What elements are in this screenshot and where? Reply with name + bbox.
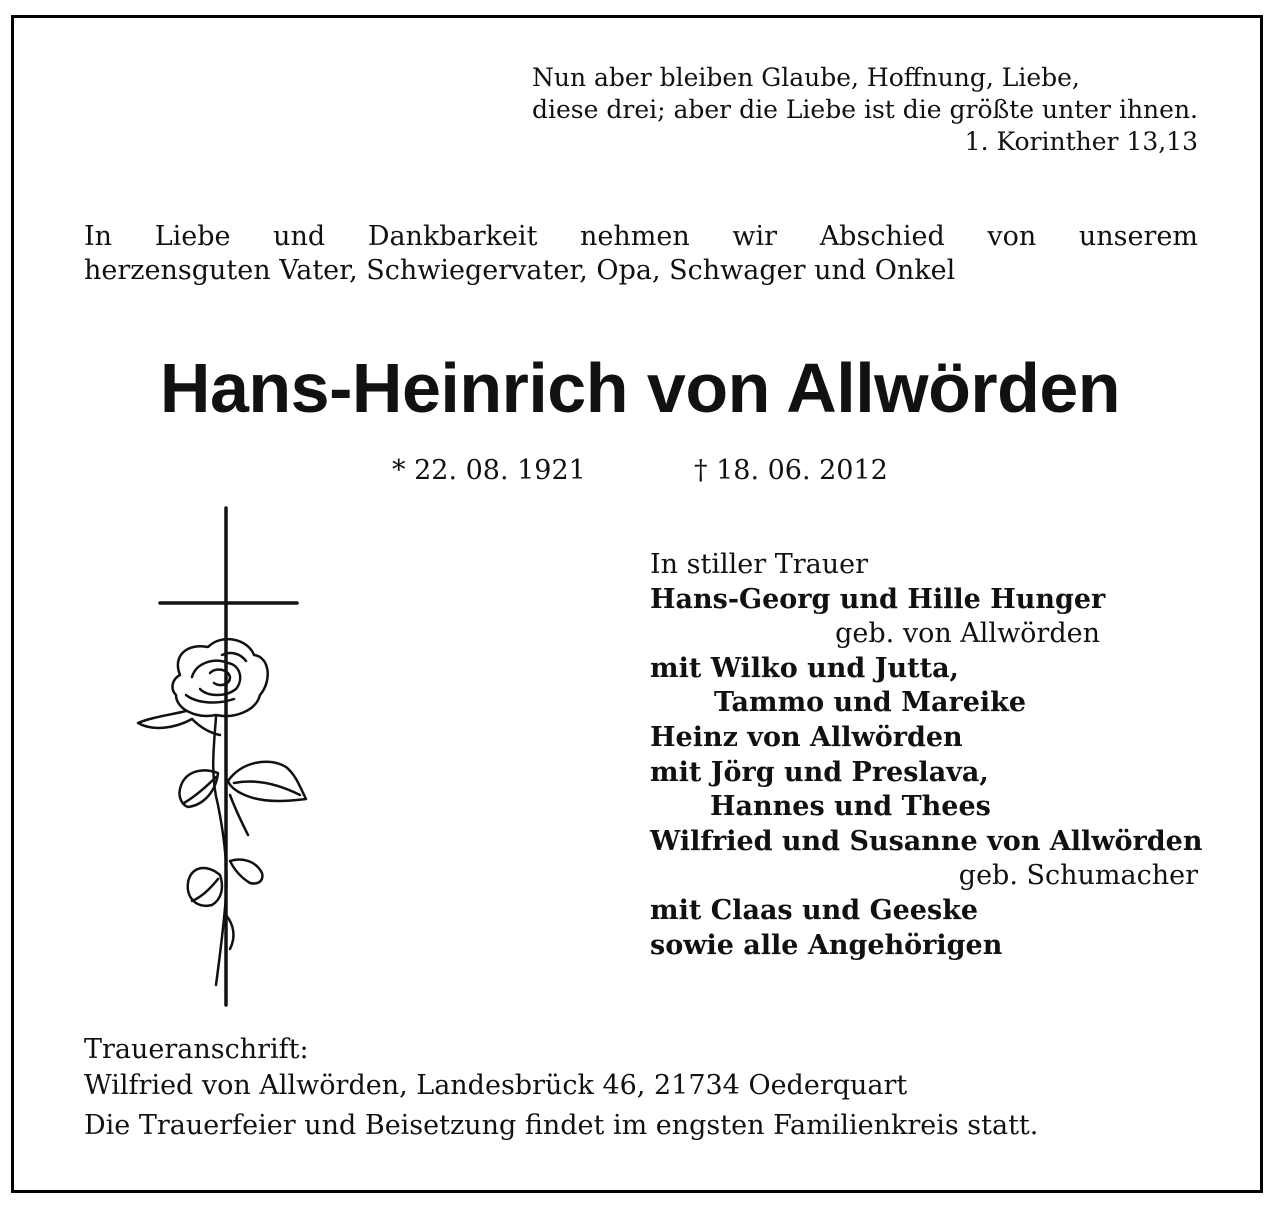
mourner-line: geb. von Allwörden [835,618,1100,650]
intro-word: Liebe [154,221,231,252]
intro-word: und [273,221,326,252]
verse-reference: 1. Korinther 13,13 [964,127,1198,156]
intro-line-1 [84,220,1198,254]
mourners-heading: In stiller Trauer [650,549,869,580]
bible-verse [532,62,1198,158]
intro-word: Dankbarkeit [367,221,538,252]
mourner-line: Hannes und Thees [710,791,991,823]
intro-word: von [987,221,1037,252]
ceremony-note: Die Trauerfeier und Beisetzung findet im engsten Familienkreis statt. [84,1110,1039,1141]
mourner-line: mit Claas und Geeske [650,894,979,926]
mourner-line: Hans-Georg und Hille Hunger [650,583,1106,615]
mourner-line: sowie alle Angehörigen [650,929,1003,961]
mourner-line: Tammo und Mareike [714,687,1027,719]
intro-word: Abschied [819,221,945,252]
birth-date: * 22. 08. 1921 [392,455,586,486]
intro-word: In [84,221,113,252]
mourners-list [650,548,1202,963]
mourner-line: Wilfried und Susanne von Allwörden [650,825,1203,857]
mourner-line: mit Wilko und Jutta, [650,652,959,684]
deceased-name: Hans-Heinrich von Allwörden [159,349,1121,427]
footer [84,1032,1038,1144]
verse-line-1: Nun aber bleiben Glaube, Hoffnung, Liebe, [532,63,1080,92]
verse-line-2: diese drei; aber die Liebe ist die größte unter ihnen. [532,95,1198,124]
mourner-line: Heinz von Allwörden [650,721,963,753]
address-label: Traueranschrift: [84,1034,309,1065]
intro-word: unserem [1078,221,1198,252]
death-date: † 18. 06. 2012 [694,455,888,486]
mourner-line: mit Jörg und Preslava, [650,756,989,788]
intro-word: wir [732,221,778,252]
mourner-line: geb. Schumacher [958,860,1198,892]
address: Wilfried von Allwörden, Landesbrück 46, 21734 Oederquart [84,1070,908,1101]
intro-text [84,220,1198,288]
intro-line-2: herzensguten Vater, Schwiegervater, Opa, Schwager und Onkel [84,255,956,286]
intro-word: nehmen [580,221,690,252]
cross-with-rose-icon [130,505,320,1010]
